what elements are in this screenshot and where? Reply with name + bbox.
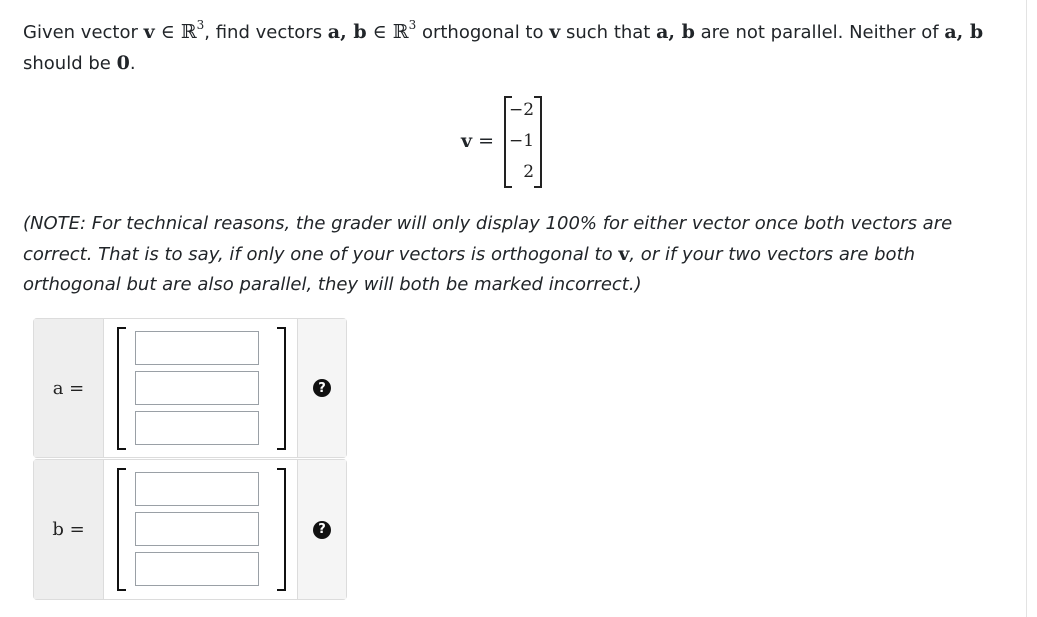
left-bracket — [117, 327, 126, 450]
vectors-ab-symbol: a, b — [656, 21, 695, 43]
vector-v-definition — [461, 96, 542, 186]
prompt-text: Given vector — [23, 22, 144, 43]
prompt-text: , find vectors — [204, 22, 328, 43]
zero-vector-symbol: 0 — [116, 52, 130, 74]
vector-v-symbol: v — [549, 21, 561, 43]
prompt-text: orthogonal to — [416, 22, 550, 43]
matrix-entry: −2 — [508, 100, 535, 120]
vector-v-symbol: v — [143, 21, 155, 43]
grading-note — [23, 209, 1003, 300]
a-entry-2-input[interactable] — [135, 371, 259, 405]
prompt-text: are not parallel. Neither of — [694, 22, 945, 43]
right-bracket — [277, 327, 286, 450]
left-bracket — [117, 468, 126, 591]
dimension-exponent: 3 — [196, 18, 205, 32]
a-entry-3-input[interactable] — [135, 411, 259, 445]
vector-input-b — [104, 460, 298, 599]
help-cell — [298, 319, 346, 457]
vectors-ab-symbol: a, b — [327, 21, 367, 43]
vector-input-a — [104, 319, 298, 457]
question-circle-icon[interactable]: ? — [313, 379, 331, 397]
b-entry-3-input[interactable] — [135, 552, 259, 586]
a-entry-1-input[interactable] — [135, 331, 259, 365]
element-of-symbol: ∈ — [154, 21, 181, 43]
answer-label-cell — [34, 460, 104, 599]
prompt-text: should be — [23, 53, 117, 74]
help-cell — [298, 460, 346, 599]
matrix-entry: −1 — [508, 131, 535, 151]
page-edge-divider — [1026, 0, 1027, 617]
question-prompt — [23, 17, 998, 79]
answer-label-b: b = — [52, 519, 85, 540]
vector-v-lhs — [461, 130, 494, 152]
right-bracket — [534, 96, 542, 188]
prompt-text: such that — [560, 22, 657, 43]
answer-row-b — [33, 459, 347, 600]
note-text: , or if your two vectors are both orthogonal but are also parallel, they will both be marked incorrect.) — [23, 244, 916, 295]
vector-v-symbol: v — [461, 130, 473, 152]
right-bracket — [277, 468, 286, 591]
answer-label-a: a = — [52, 377, 85, 399]
answer-label-cell — [34, 319, 104, 457]
vector-v-symbol: v — [618, 243, 630, 265]
b-entry-2-input[interactable] — [135, 512, 259, 546]
prompt-text: . — [129, 53, 136, 74]
column-matrix — [504, 96, 542, 186]
vectors-ab-symbol: a, b — [944, 21, 984, 43]
matrix-entry: 2 — [523, 162, 535, 182]
equals-sign: = — [472, 130, 495, 152]
reals-symbol: ℝ — [392, 21, 409, 43]
note-text: (NOTE: For technical reasons, the grader will only display 100% for either vector once both vectors are correct. That is to say, if only one of your vectors is orthogonal to — [23, 213, 953, 265]
answer-row-a — [33, 318, 347, 458]
b-entry-1-input[interactable] — [135, 472, 259, 506]
element-of-symbol: ∈ — [366, 21, 393, 43]
dimension-exponent: 3 — [408, 18, 417, 32]
reals-symbol: ℝ — [180, 21, 197, 43]
question-circle-icon[interactable]: ? — [313, 521, 331, 539]
